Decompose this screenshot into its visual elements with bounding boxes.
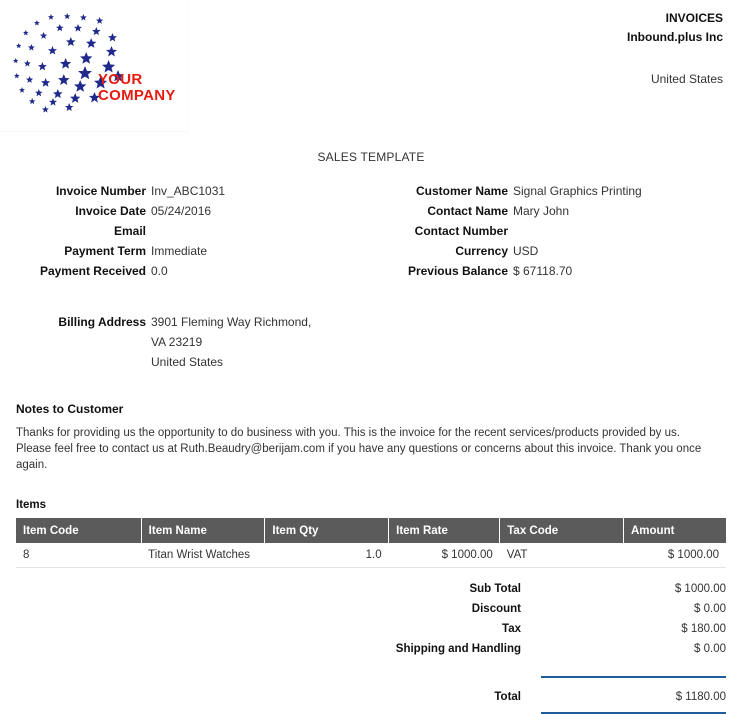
- billing-address-value: [151, 312, 311, 372]
- cell-item-name: Titan Wrist Watches: [141, 543, 265, 568]
- column-header-item-rate: Item Rate: [389, 518, 500, 543]
- field-value: Immediate: [151, 244, 208, 258]
- totals-row-shipping: [16, 639, 726, 659]
- totals-value: $ 0.00: [694, 643, 726, 655]
- field-value: Signal Graphics Printing: [513, 184, 642, 198]
- cell-item-qty: 1.0: [265, 543, 389, 568]
- field-contact-number: [360, 221, 742, 241]
- items-table-header-row: [16, 518, 726, 543]
- field-label: Previous Balance: [407, 264, 508, 278]
- field-label: Payment Term: [64, 244, 146, 258]
- field-contact-name: [360, 201, 742, 221]
- totals-label: Discount: [471, 603, 521, 615]
- totals-value: $ 0.00: [694, 603, 726, 615]
- billing-address-line3: United States: [151, 355, 224, 369]
- invoice-header: [0, 0, 742, 132]
- document-title: SALES TEMPLATE: [317, 150, 425, 164]
- billing-address-line2: VA 23219: [151, 335, 203, 349]
- billing-address-label: Billing Address: [58, 315, 146, 329]
- totals-row-tax: [16, 619, 726, 639]
- fields-left-column: [0, 181, 360, 281]
- items-title: Items: [16, 499, 47, 511]
- field-payment-received: [0, 261, 360, 281]
- field-customer-name: [360, 181, 742, 201]
- field-value: Inv_ABC1031: [151, 184, 226, 198]
- field-previous-balance: [360, 261, 742, 281]
- field-label: Contact Number: [414, 224, 508, 238]
- field-value: Mary John: [513, 204, 570, 218]
- header-company-block: [627, 9, 723, 87]
- logo-wordmark-line2: COMPANY: [98, 87, 176, 104]
- totals-row-sub-total: [16, 579, 726, 599]
- field-label: Invoice Number: [55, 184, 146, 198]
- invoice-fields: [0, 181, 742, 279]
- field-label: Contact Name: [427, 204, 508, 218]
- notes-body: Thanks for providing us the opportunity to do business with you. This is the invoice for the recent services/products provided by us. Please feel free to contact us at Ruth.Beaudry@berijam.com if you have any questions or concerns about this invoice. Thank you once again.: [16, 427, 702, 471]
- billing-address: [0, 312, 742, 372]
- totals-section: [0, 579, 742, 714]
- company-country: United States: [650, 72, 723, 86]
- grand-total-value: $ 1180.00: [675, 691, 726, 703]
- totals-row-discount: [16, 599, 726, 619]
- column-header-item-name: Item Name: [141, 518, 265, 543]
- field-label: Customer Name: [415, 184, 508, 198]
- company-name: Inbound.plus Inc: [627, 30, 723, 44]
- grand-total-label: Total: [494, 691, 521, 703]
- items-section: [0, 499, 742, 568]
- totals-label: Sub Total: [469, 583, 521, 595]
- company-logo: [0, 0, 189, 132]
- table-row: [16, 543, 726, 568]
- column-header-item-qty: Item Qty: [265, 518, 389, 543]
- cell-item-code: 8: [16, 543, 141, 568]
- field-label: Email: [113, 224, 146, 238]
- logo-wordmark-line1: YOUR: [98, 71, 143, 88]
- field-payment-term: [0, 241, 360, 261]
- column-header-amount: Amount: [623, 518, 726, 543]
- field-label: Currency: [455, 244, 508, 258]
- totals-label: Shipping and Handling: [395, 643, 521, 655]
- field-label: Invoice Date: [75, 204, 146, 218]
- totals-divider-top: [541, 676, 726, 678]
- invoices-title: INVOICES: [665, 11, 723, 25]
- fields-right-column: [360, 181, 742, 281]
- totals-row-grand-total: [16, 687, 726, 707]
- field-email: [0, 221, 360, 241]
- field-invoice-number: [0, 181, 360, 201]
- field-value: 05/24/2016: [151, 204, 212, 218]
- cell-item-rate: $ 1000.00: [389, 543, 500, 568]
- notes-section: [0, 402, 742, 473]
- cell-amount: $ 1000.00: [623, 543, 726, 568]
- items-table: [16, 518, 726, 568]
- field-currency: [360, 241, 742, 261]
- field-value: USD: [513, 244, 539, 258]
- totals-label: Tax: [502, 623, 521, 635]
- logo-wordmark: [98, 72, 176, 104]
- notes-title: Notes to Customer: [16, 402, 124, 416]
- field-value: 0.0: [151, 264, 168, 278]
- billing-address-line1: 3901 Fleming Way Richmond,: [151, 315, 312, 329]
- cell-tax-code: VAT: [500, 543, 624, 568]
- column-header-item-code: Item Code: [16, 518, 141, 543]
- column-header-tax-code: Tax Code: [500, 518, 624, 543]
- totals-value: $ 1000.00: [674, 583, 726, 595]
- field-label: Payment Received: [39, 264, 146, 278]
- totals-value: $ 180.00: [681, 623, 726, 635]
- logo-star-globe-icon: [8, 8, 183, 123]
- field-value: $ 67118.70: [513, 264, 573, 278]
- field-invoice-date: [0, 201, 360, 221]
